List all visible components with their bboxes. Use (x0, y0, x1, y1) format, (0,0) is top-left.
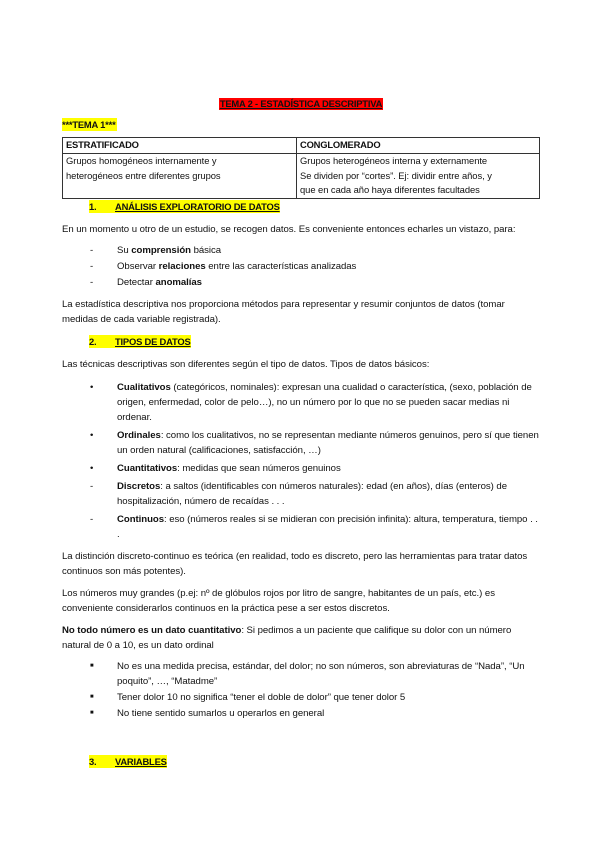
section-1-intro: En un momento u otro de un estudio, se recogen datos. Es conveniente entonces echarles un vistazo, para: (62, 223, 516, 235)
section-2-heading (62, 335, 540, 351)
dash-bullet-icon: - (90, 260, 94, 272)
section-title: ANÁLISIS EXPLORATORIO DE DATOS (115, 200, 280, 212)
cell-line: que en cada año haya diferentes facultades (300, 184, 480, 195)
ordinal-note-text: : Si pedimos a un paciente que califique su dolor con un número natural de 0 a 10, es un dato ordinal (62, 624, 512, 651)
section-1-outro: La estadística descriptiva nos proporciona métodos para representar y resumir conjuntos de datos (tomar medidas de cada variable registrada). (62, 298, 505, 325)
section-title: VARIABLES (115, 755, 167, 767)
heading-highlight (89, 200, 280, 213)
cell-line: heterogéneos entre diferentes grupos (66, 169, 221, 181)
document-body (62, 97, 540, 771)
list-item: ■ Tener dolor 10 no significa “tener el doble de dolor” que tener dolor 5 (90, 691, 406, 703)
dash-bullet-icon: - (90, 276, 94, 288)
large-numbers-paragraph: Los números muy grandes (p.ej: nº de glóbulos rojos por litro de sangre, habitantes de un país, etc.) es conveniente considerarlos continuos en la práctica pese a ser estos discretos. (62, 587, 495, 614)
table-header-row (63, 138, 540, 154)
list-item: ■ No tiene sentido sumarlos u operarlos en general (90, 707, 325, 719)
list-item-continuos: - Continuos: eso (números reales si se midieran con precisión infinita): altura, temperatura, tiempo . . . (90, 513, 538, 540)
title-block (62, 97, 540, 112)
section-2-intro: Las técnicas descriptivas son diferentes según el tipo de datos. Tipos de datos básicos: (62, 358, 430, 370)
cell-line: Grupos heterogéneos interna y externamente (300, 155, 488, 166)
section-title: TIPOS DE DATOS (115, 335, 191, 347)
heading-highlight (89, 755, 167, 768)
list-item-cuantitativos: • Cuantitativos: medidas que sean números genuinos (90, 462, 341, 474)
bullet-dot-icon: • (90, 429, 94, 441)
heading-highlight (89, 335, 191, 348)
cell-conglomerado (297, 154, 540, 199)
section-1-heading (62, 200, 540, 216)
dash-bullet-icon: - (90, 244, 94, 256)
document-title: TEMA 2 - ESTADÍSTICA DESCRIPTIVA (219, 98, 383, 109)
bullet-dot-icon: • (90, 381, 94, 393)
tema-1-label: ***TEMA 1*** (62, 119, 116, 130)
square-bullet-icon: ■ (90, 693, 94, 700)
section-1-bullet-list (62, 243, 540, 290)
dash-bullet-icon: - (90, 513, 94, 525)
sampling-comparison-table (62, 137, 540, 199)
cell-line: Se dividen por “cortes”. Ej: dividir entre años, y (300, 169, 492, 181)
section-number: 2. (89, 335, 97, 347)
header-estratificado: ESTRATIFICADO (63, 138, 297, 154)
ordinal-notes-list (62, 659, 540, 721)
table-row (63, 154, 540, 199)
list-item: - Detectar anomalías (90, 276, 202, 288)
list-item: ■ No es una medida precisa, estándar, del dolor; no son números, son abreviaturas de “Nada”, “Un poquito”, …, “Matadme” (90, 660, 525, 687)
dash-bullet-icon: - (90, 480, 94, 492)
square-bullet-icon: ■ (90, 662, 94, 669)
square-bullet-icon: ■ (90, 709, 94, 716)
subtitle-block (62, 118, 540, 133)
cell-line: Grupos homogéneos internamente y (66, 155, 217, 166)
data-types-list (62, 380, 540, 542)
ordinal-note-bold: No todo número es un dato cuantitativo (62, 624, 242, 636)
ordinal-note-paragraph (62, 623, 540, 653)
header-conglomerado: CONGLOMERADO (297, 138, 540, 154)
discrete-continuous-paragraph: La distinción discreto-continuo es teórica (en realidad, todo es discreto, pero las herramientas para tratar datos continuos son más potentes). (62, 550, 528, 577)
list-item-cualitativos: • Cualitativos (categóricos, nominales): expresan una cualidad o característica, (sexo, población de origen, enfermedad, color de pelo…), no un número por lo que no se pueden sacar medias ni ordenar. (90, 381, 532, 423)
list-item: - Su comprensión básica (90, 244, 222, 256)
bullet-dot-icon: • (90, 462, 94, 474)
list-item-discretos: - Discretos: a saltos (identificables con números naturales): edad (en años), días (enteros) de hospitalización, número de recaídas . . . (90, 480, 507, 507)
list-item: - Observar relaciones entre las características analizadas (90, 260, 357, 272)
cell-estratificado (63, 154, 297, 199)
section-number: 3. (89, 755, 97, 767)
list-item-ordinales: • Ordinales: como los cualitativos, no se representan mediante números genuinos, pero sí que tienen un orden natural (calificaciones, satisfacción, …) (90, 429, 539, 456)
section-3-heading (62, 755, 540, 771)
section-number: 1. (89, 200, 97, 212)
